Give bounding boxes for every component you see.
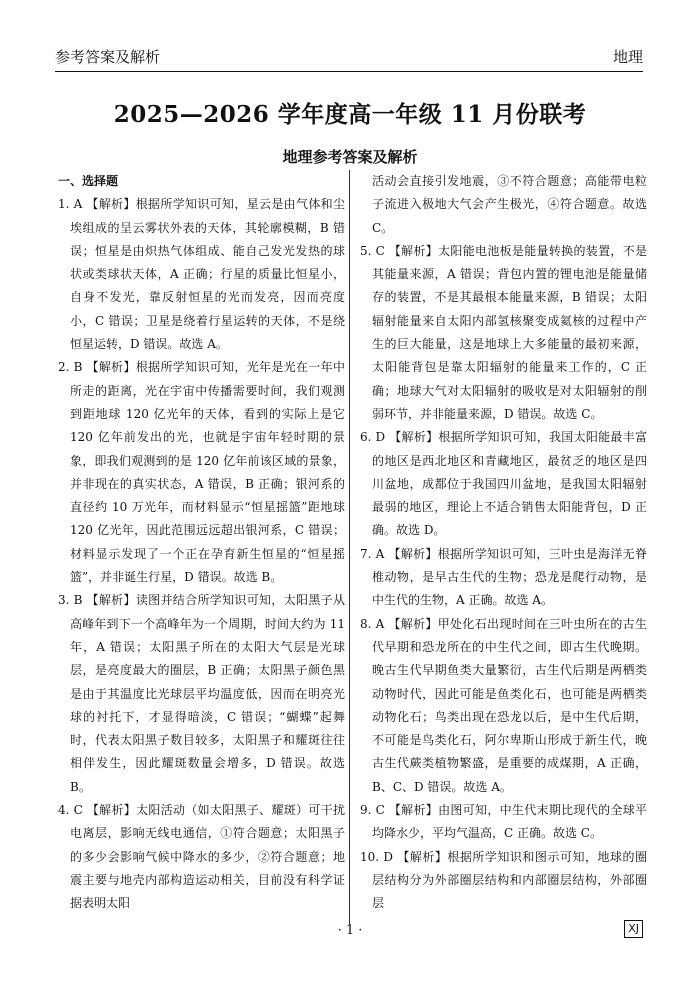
answer-item-10: 10. D 【解析】根据所学知识和图示可知，地球的圈层结构分为外部圈层结构和内部圈层结构，外部圈层 bbox=[360, 849, 647, 911]
header-subject: 地理 bbox=[612, 48, 643, 66]
answer-item-2: 2. B 【解析】根据所学知识可知，光年是光在一年中所走的距离，光在宇宙中传播需要时间，我们观测到距地球 120 亿光年的天体，看到的实际上是它 120 亿年前发出的光，也就是宇宙年轻时期的景象，即我们观测到的是 120 亿年前该区域的景象，并非现在的真实状态，A 错误，B 正确；银河系的直径约 10 万光年，而材料显示“恒星摇篮”距地球 120 亿光年，因此范围远远超出银河系，C 错误；材料显示发现了一个正在孕育新生恒星的“恒星摇篮”，并非诞生行星，D 错误。故选 B。 bbox=[58, 360, 345, 585]
edition-code: XJ bbox=[624, 920, 643, 938]
header-doc-type: 参考答案及解析 bbox=[55, 48, 161, 66]
answer-item-4-continued: 活动会直接引发地震，③不符合题意；高能带电粒子流进入极地大气会产生极光，④符合题意。故选 C。 bbox=[372, 174, 647, 235]
right-column bbox=[360, 170, 647, 916]
answer-item-5: 5. C 【解析】太阳能电池板是能量转换的装置，不是其能量来源，A 错误；背包内置的锂电池是能量储存的装置，不是其最根本能量来源，B 错误；太阳辐射能量来自太阳内部氢核聚变成氦核的过程中产生的巨大能量，这是地球上大多能量的最初来源，太阳能背包是靠太阳辐射的能量来工作的，C 正确；地球大气对太阳辐射的吸收是对太阳辐射的削弱环节，并非能量来源，D 错误。故选 C。 bbox=[360, 243, 647, 421]
answer-item-1: 1. A 【解析】根据所学知识可知，星云是由气体和尘埃组成的呈云雾状外表的天体，其轮廓模糊，B 错误；恒星是由炽热气体组成、能自己发光发热的球状或类球状天体，A 正确；行星的质量比恒星小，自身不发光，靠反射恒星的光而发亮，因而亮度小，C 错误；卫星是绕着行星运转的天体，不是绕恒星运转，D 错误。故选 A。 bbox=[58, 197, 345, 352]
left-column bbox=[58, 170, 345, 916]
answer-item-4: 4. C 【解析】太阳活动（如太阳黑子、耀斑）可干扰电离层，影响无线电通信，①符合题意；太阳黑子的多少会影响气候中降水的多少，②符合题意；地震主要与地壳内部构造运动相关，目前没有科学证据表明太阳 bbox=[58, 803, 345, 911]
exam-title: 2025—2026 学年度高一年级 11 月份联考 bbox=[113, 101, 587, 128]
answer-item-3: 3. B 【解析】读图并结合所学知识可知，太阳黑子从高峰年到下一个高峰年为一个周期，时间大约为 11 年，A 错误；太阳黑子所在的太阳大气层是光球层，是亮度最大的圈层，B 正确；太阳黑子颜色黑是由于其温度比光球层平均温度低，因而在明亮光球的衬托下，才显得暗淡，C 错误；“蝴蝶”起舞时，代表太阳黑子数目较多，太阳黑子和耀斑往往相伴发生，因此耀斑数量会增多，D 错误。故选 B。 bbox=[58, 593, 345, 794]
page-header bbox=[55, 41, 643, 72]
column-divider bbox=[349, 170, 350, 925]
answer-item-8: 8. A 【解析】甲处化石出现时间在三叶虫所在的古生代早期和恐龙所在的中生代之间，即古生代晚期。晚古生代早期鱼类大量繁衍，古生代后期是两栖类动物时代，因此可能是鱼类化石，也可能是两栖类动物化石；鸟类出现在恐龙以后，是中生代后期，不可能是鸟类化石，阿尔卑斯山形成于新生代，晚古生代蕨类植物繁盛，是重要的成煤期，A 正确，B、C、D 错误。故选 A。 bbox=[360, 616, 647, 794]
answer-item-9: 9. C 【解析】由图可知，中生代末期比现代的全球平均降水少，平均气温高，C 正确。故选 C。 bbox=[360, 803, 647, 841]
page-number: · 1 · bbox=[337, 923, 363, 938]
answer-subtitle: 地理参考答案及解析 bbox=[282, 148, 418, 166]
section-heading: 一、选择题 bbox=[58, 174, 119, 188]
answer-item-7: 7. A 【解析】根据所学知识可知，三叶虫是海洋无脊椎动物，是早古生代的生物；恐龙是爬行动物，是中生代的生物，A 正确。故选 A。 bbox=[360, 546, 647, 608]
answer-item-6: 6. D 【解析】根据所学知识可知，我国太阳能最丰富的地区是西北地区和青藏地区，最贫乏的地区是四川盆地，成都位于我国四川盆地，是我国太阳辐射最弱的地区，理论上不适合销售太阳能背包，D 正确。故选 D。 bbox=[360, 430, 647, 538]
